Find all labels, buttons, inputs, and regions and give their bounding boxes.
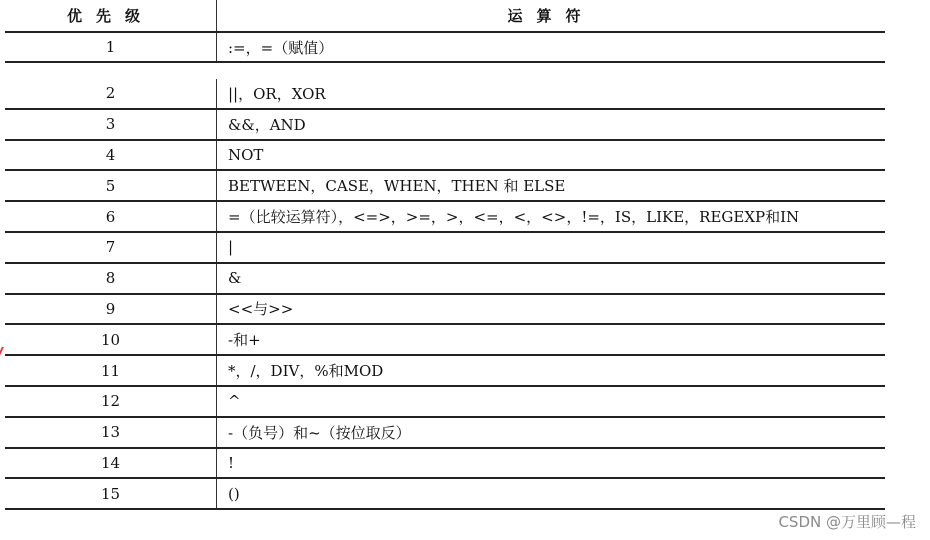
operator-cell: & (216, 264, 885, 293)
table-row (5, 33, 885, 63)
table-row (5, 264, 885, 295)
table-row (5, 110, 885, 141)
priority-cell: 1 (105, 38, 116, 56)
table-row (5, 479, 885, 510)
csdn-watermark: CSDN @万里顾—程 (778, 513, 916, 531)
operator-precedence-table (5, 0, 885, 510)
row-gap (5, 63, 885, 79)
priority-cell: 3 (105, 115, 116, 134)
priority-cell: 9 (105, 299, 116, 318)
operator-cell: () (216, 479, 885, 508)
table-row (5, 79, 885, 110)
priority-cell: 5 (105, 176, 116, 195)
operator-cell: &&，AND (216, 110, 885, 139)
table-row (5, 295, 885, 326)
table-row (5, 141, 885, 172)
priority-cell: 11 (100, 361, 121, 380)
operator-cell: ^ (216, 387, 885, 416)
priority-cell: 6 (105, 207, 116, 226)
table-row (5, 171, 885, 202)
operator-cell: | (216, 233, 885, 262)
priority-cell: 14 (100, 453, 121, 472)
table-row (5, 449, 885, 480)
priority-cell: 2 (105, 84, 116, 103)
priority-cell: 10 (100, 330, 121, 349)
table-row (5, 233, 885, 264)
operator-cell: ||，OR，XOR (216, 79, 885, 108)
operator-cell: -（负号）和~（按位取反） (216, 418, 885, 447)
operator-cell: =（比较运算符），<=>，>=，>，<=，<，<>，!=，IS，LIKE，REGEXP和IN (216, 202, 885, 231)
table-header (5, 0, 885, 33)
operator-cell: <<与>> (216, 295, 885, 324)
operator-cell: NOT (216, 141, 885, 170)
operator-cell: ! (216, 449, 885, 478)
operator-cell: :=，=（赋值） (216, 33, 885, 61)
operator-cell: BETWEEN，CASE，WHEN，THEN 和 ELSE (216, 171, 885, 200)
priority-cell: 8 (105, 269, 116, 288)
operator-cell: *，/，DIV，%和MOD (216, 356, 885, 385)
priority-cell: 12 (100, 392, 121, 411)
header-priority: 优先级 (66, 7, 154, 25)
table-row (5, 418, 885, 449)
priority-cell: 7 (105, 238, 116, 257)
priority-cell: 4 (105, 145, 116, 164)
table-row (5, 356, 885, 387)
operator-cell: -和+ (216, 325, 885, 354)
priority-cell: 15 (100, 484, 121, 503)
table-row (5, 387, 885, 418)
table-row (5, 202, 885, 233)
header-operator: 运算符 (216, 0, 885, 31)
table-row (5, 325, 885, 356)
priority-cell: 13 (100, 423, 121, 442)
